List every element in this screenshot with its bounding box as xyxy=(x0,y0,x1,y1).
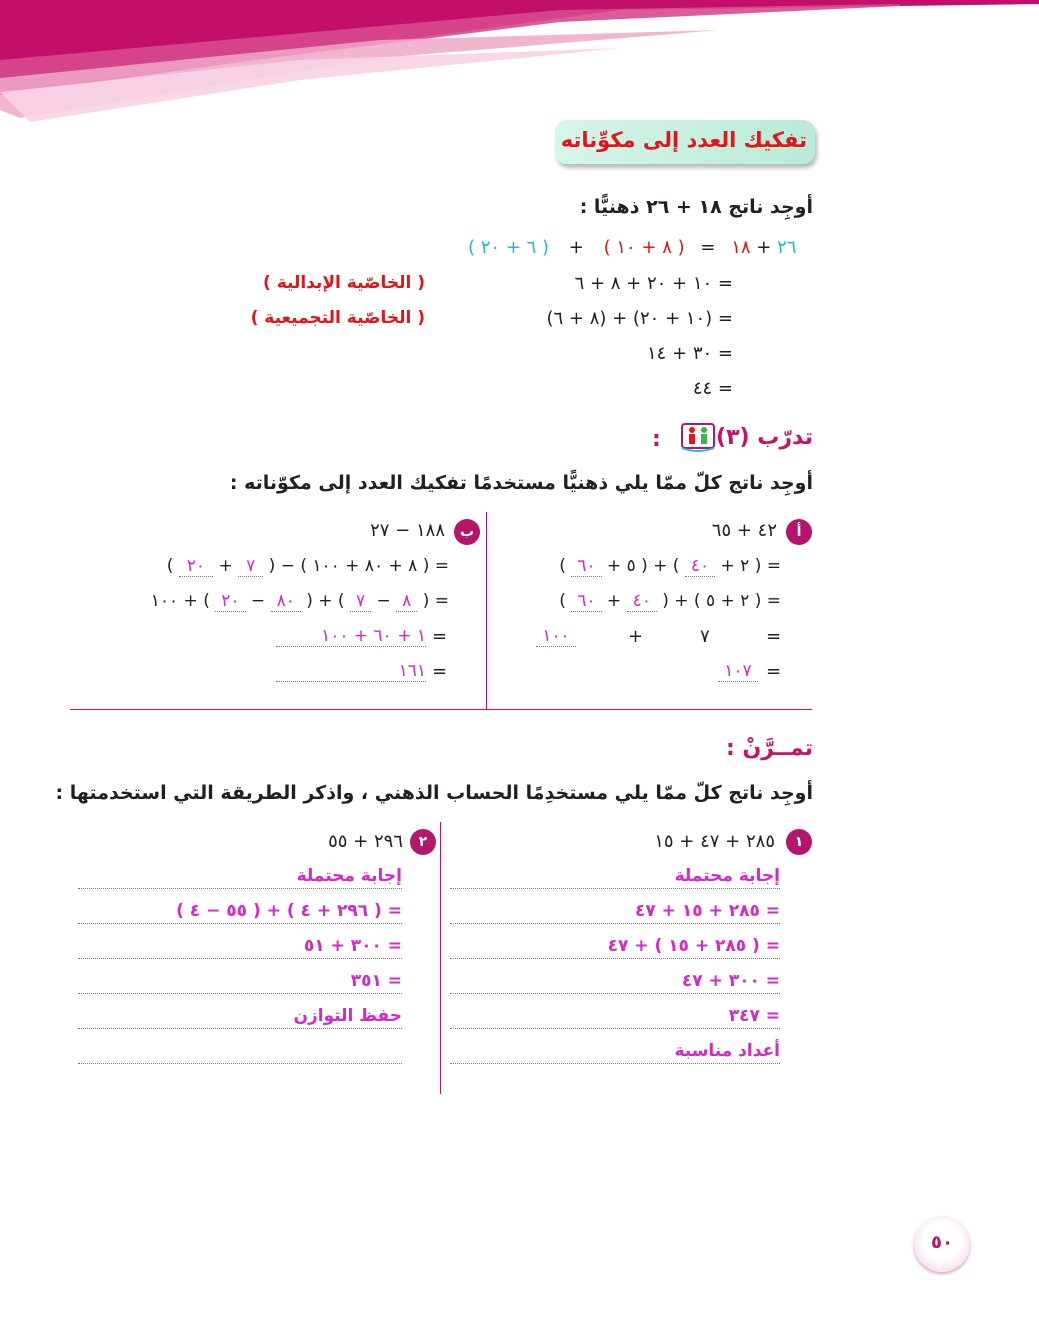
answer-line xyxy=(450,888,780,889)
answer-text: إجابة محتملة xyxy=(296,866,402,886)
answer-blank: ٦٠ xyxy=(571,591,601,612)
exercise-2-badge: ٢ xyxy=(410,829,436,855)
answer-blank: ٨ xyxy=(396,591,417,612)
answer-text: = ٣٠٠ + ٤٧ xyxy=(681,971,780,991)
part-b-badge: ب xyxy=(454,519,480,545)
answer-line xyxy=(78,888,402,889)
part-a-row-2: = ( ٢ + ٥ ) + ( ٤٠ + ٦٠ ) xyxy=(559,591,781,611)
answer-line xyxy=(78,993,402,994)
example-line-1: = ١٠ + ٢٠ + ٨ + ٦ xyxy=(574,273,733,294)
section-title: تفكيك العدد إلى مكوِّناته xyxy=(560,128,807,152)
answer-text: = ٢٨٥ + ١٥ + ٤٧ xyxy=(634,901,780,921)
part-a-badge: أ xyxy=(786,519,812,545)
part-a-row-4-answer: ١٠٧ xyxy=(718,661,758,682)
part-a-row-3-seven: ٧ xyxy=(700,626,710,647)
exercise-vertical-divider xyxy=(440,822,441,1094)
part-a-row-1: = ( ٢ + ٤٠ ) + ( ٥ + ٦٠ ) xyxy=(559,556,781,576)
answer-line xyxy=(450,993,780,994)
example-group-1: ( ٨ + ١٠ ) xyxy=(603,237,685,258)
part-a-row-3-eq: = xyxy=(766,626,782,647)
answer-line xyxy=(450,923,780,924)
answer-text: = ٣٠٠ + ٥١ xyxy=(303,936,402,956)
page-number: ٥٠ xyxy=(931,1232,953,1253)
example-question: أوجِد ناتج ١٨ + ٢٦ ذهنيًّا : xyxy=(579,196,813,218)
exercise-1-badge: ١ xyxy=(786,829,812,855)
answer-line xyxy=(78,958,402,959)
example-line-0: ( ٦ + ٢٠ ) + ( ٨ + ١٠ ) = ٢٦ + ١٨ xyxy=(468,237,797,258)
exercise-instruction: أوجِد ناتج كلّ ممّا يلي مستخدِمًا الحساب الذهني ، واذكر الطريقة التي استخدمتها : xyxy=(55,782,813,804)
exercise-1-problem: ٢٨٥ + ٤٧ + ١٥ xyxy=(654,831,775,852)
answer-text: حفظ التوازن xyxy=(293,1006,402,1026)
answer-blank: ٢٠ xyxy=(215,591,245,612)
exercise-title: تمــرَّنْ : xyxy=(726,736,813,761)
exercise-2-problem: ٢٩٦ + ٥٥ xyxy=(328,831,403,852)
practice-colon: : xyxy=(652,427,661,452)
answer-line xyxy=(450,1063,780,1064)
top-banner-decoration xyxy=(0,0,1039,130)
answer-blank: ٧ xyxy=(238,556,263,577)
part-b-problem: ١٨٨ − ٢٧ xyxy=(370,520,445,541)
practice-book-icon xyxy=(680,422,716,454)
answer-blank: ٧ xyxy=(350,591,371,612)
answer-line xyxy=(78,1028,402,1029)
example-line-4: = ٤٤ xyxy=(692,378,733,399)
example-line-2: = (١٠ + ٢٠) + (٨ + ٦) xyxy=(546,308,733,329)
part-b-row-3-answer: ١ + ٦٠ + ١٠٠ xyxy=(276,626,426,647)
answer-text: أعداد مناسبة xyxy=(674,1041,780,1061)
practice-horizontal-divider xyxy=(70,709,812,710)
part-b-row-2: = ( ٨ − ٧ ) + ( ٨٠ − ٢٠ ) + ١٠٠ xyxy=(150,591,449,611)
practice-instruction: أوجِد ناتج كلّ ممّا يلي ذهنيًّا مستخدمًا تفكيك العدد إلى مكوّناته : xyxy=(229,472,813,494)
answer-text: = ( ٢٨٥ + ١٥ ) + ٤٧ xyxy=(607,936,780,956)
practice-vertical-divider xyxy=(486,512,487,710)
answer-line xyxy=(450,1028,780,1029)
practice-title: تدرّب (٣) xyxy=(716,425,813,450)
part-a-problem: ٤٢ + ٦٥ xyxy=(711,520,777,541)
answer-line xyxy=(78,923,402,924)
answer-blank: ٤٠ xyxy=(627,591,657,612)
part-a-row-4-eq: = xyxy=(766,661,782,682)
answer-blank: ٨٠ xyxy=(271,591,301,612)
answer-blank: ٦٠ xyxy=(571,556,601,577)
answer-text: إجابة محتملة xyxy=(674,866,780,886)
answer-line xyxy=(450,958,780,959)
answer-text: = ٣٤٧ xyxy=(728,1006,780,1026)
answer-text: = ( ٢٩٦ + ٤ ) + ( ٥٥ − ٤ ) xyxy=(176,901,402,921)
answer-text: = ٣٥١ xyxy=(350,971,402,991)
answer-blank: ٤٠ xyxy=(685,556,715,577)
commutative-property-note: ( الخاصّية الإبدالية ) xyxy=(263,273,425,293)
part-b-row-1: = ( ٨ + ٨٠ + ١٠٠ ) − ( ٧ + ٢٠ ) xyxy=(166,556,449,576)
example-line-3: = ٣٠ + ١٤ xyxy=(646,343,733,364)
example-group-2: ( ٦ + ٢٠ ) xyxy=(468,237,550,258)
part-b-row-4-answer: ١٦١ xyxy=(276,661,426,682)
answer-line xyxy=(78,1063,402,1064)
part-b-row-4-eq: = xyxy=(432,661,448,682)
part-a-row-3-plus: + xyxy=(628,626,644,647)
associative-property-note: ( الخاصّية التجميعية ) xyxy=(250,308,425,328)
part-b-row-3-eq: = xyxy=(432,626,448,647)
answer-blank: ٢٠ xyxy=(179,556,213,577)
part-a-row-3-answer: ١٠٠ xyxy=(536,626,576,647)
